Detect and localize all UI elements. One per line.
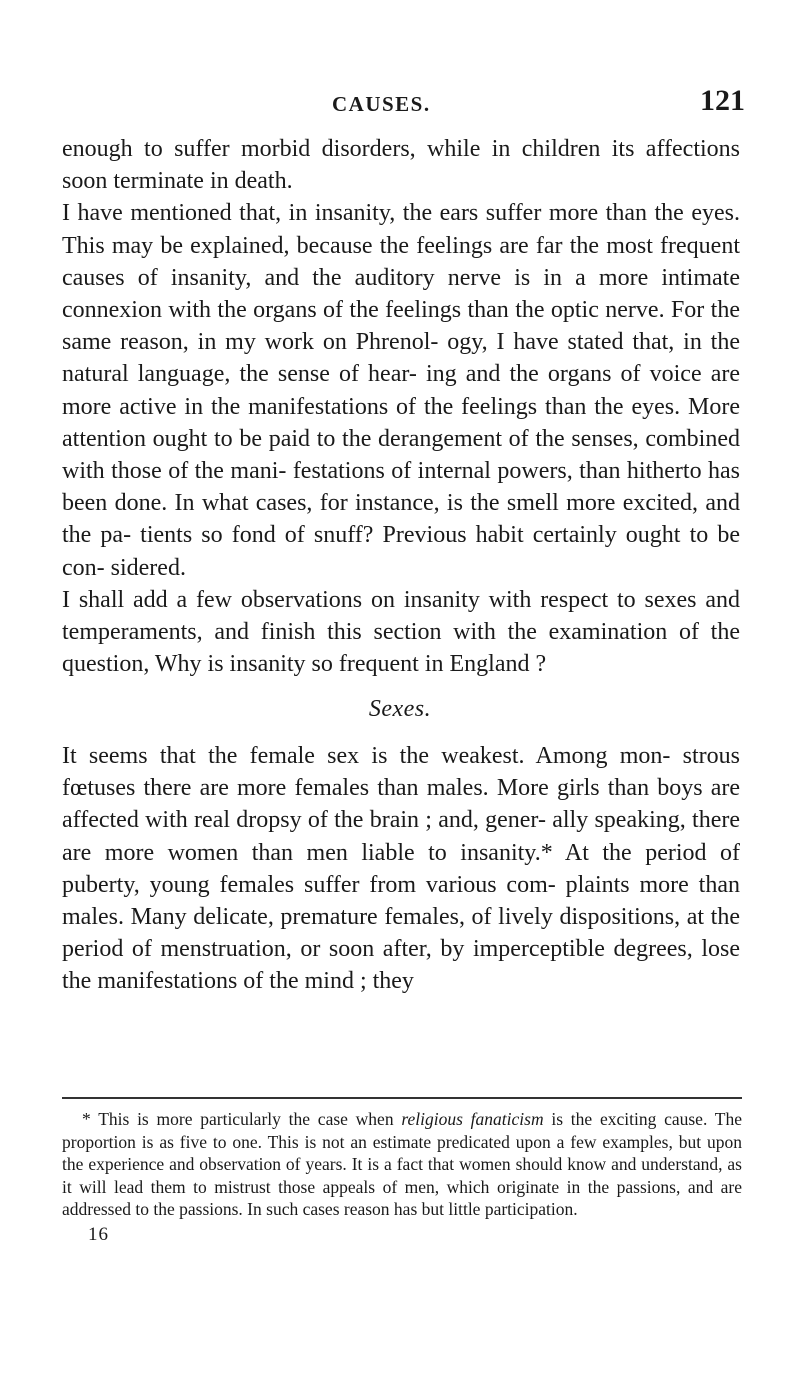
signature-mark: 16 — [88, 1224, 109, 1245]
footnote-rule — [62, 1097, 742, 1099]
running-head: CAUSES. — [332, 92, 431, 116]
paragraph: I shall add a few observations on insanity with respect to sexes and temperaments, and finish this section with the examination of the question, Why is insanity so frequent in England ? — [62, 586, 740, 678]
footnote-italic-phrase: religious fanaticism — [401, 1109, 544, 1129]
body-text-bottom — [62, 740, 740, 998]
body-text-top — [62, 133, 740, 680]
section-heading: Sexes. — [368, 696, 432, 722]
footnote-text-start: * This is more particularly the case when — [82, 1109, 402, 1129]
page-number: 121 — [700, 84, 745, 117]
page-header — [0, 84, 800, 124]
paragraph: enough to suffer morbid disorders, while in children its affections soon terminate in death. — [62, 136, 740, 195]
paragraph: I have mentioned that, in insanity, the ears suffer more than the eyes. This may be explained, because the feelings are far the most frequent causes of insanity, and the auditory nerve is in a more intimate connexion with the organs of the feelings than the optic nerve. For the same reason, in my work on Phrenol- ogy, I have stated that, in the natural language, the sense of hear- ing and the organs of voice are more active in the manifestations of the feelings than the eyes. More attention ought to be paid to the derangement of the senses, combined with those of the mani- festations of internal powers, than hitherto has been done. In what cases, for instance, is the smell more excited, and the pa- tients so fond of snuff? Previous habit certainly ought to be con- sidered. — [62, 200, 740, 581]
footnote-text-end: is the exciting cause. The proportion is as five to one. This is not an estimate predicated upon a few examples, but upon the experience and observation of years. It is a fact that women should know and understand, as it will lead them to mistrust those appeals of men, which originate in the passions, and are addressed to the passions. In such cases reason has but little participation. — [62, 1109, 742, 1219]
footnote-text — [62, 1108, 742, 1221]
paragraph: It seems that the female sex is the weakest. Among mon- strous fœtuses there are more females than males. More girls than boys are affected with real dropsy of the brain ; and, gener- ally speaking, there are more women than men liable to insanity.* At the period of puberty, young females suffer from various com- plaints more than males. Many delicate, premature females, of lively dispositions, at the period of menstruation, or soon after, by imperceptible degrees, lose the manifestations of the mind ; they — [62, 743, 740, 995]
footnote — [62, 1108, 742, 1221]
